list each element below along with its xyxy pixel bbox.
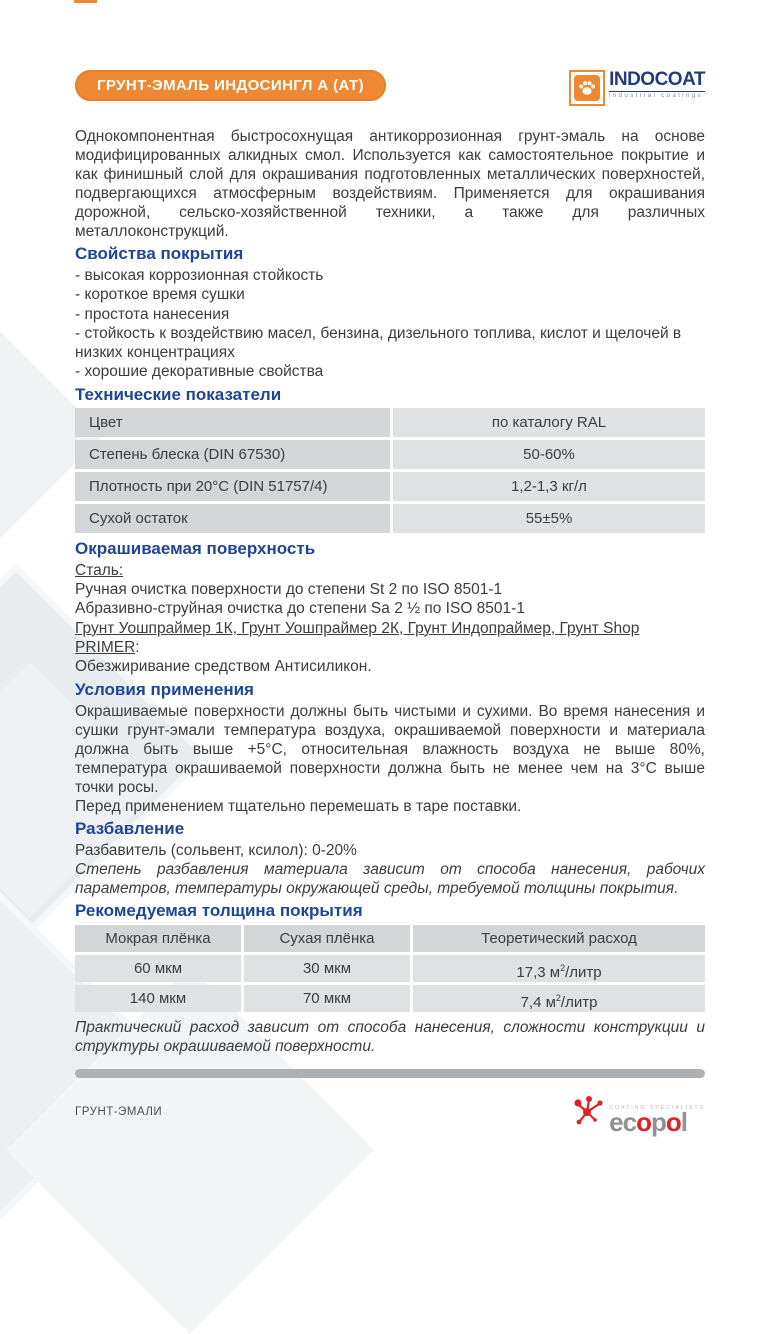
property-item: - короткое время сушки <box>75 286 245 304</box>
tech-value: 1,2-1,3 кг/л <box>393 472 705 501</box>
property-item: - простота нанесения <box>75 305 230 323</box>
surface-primers-colon: : <box>135 638 140 656</box>
thickness-header: Теоретический расход <box>413 925 705 952</box>
surface-line: Ручная очистка поверхности до степени St 2 по ISO 8501-1 <box>75 581 503 599</box>
top-accent-dash <box>74 0 97 3</box>
dry-film-value: 70 мкм <box>244 985 410 1012</box>
brand-name: INDOCOAT <box>609 69 705 90</box>
table-row <box>75 985 705 1012</box>
brand-tagline: industrial coatings <box>609 91 705 100</box>
surface-line: Абразивно-струйная очистка до степени Sa 2 ½ по ISO 8501-1 <box>75 600 525 618</box>
section-heading-surface: Окрашиваемая поверхность <box>75 538 316 558</box>
table-row <box>75 440 705 469</box>
dilution-line: Разбавитель (сольвент, ксилол): 0-20% <box>75 841 357 859</box>
property-item: - высокая коррозионная стойкость <box>75 267 324 284</box>
table-row <box>75 504 705 533</box>
table-row <box>75 955 705 982</box>
section-heading-properties: Свойства покрытия <box>75 244 244 263</box>
table-row <box>75 408 705 437</box>
thickness-header: Сухая плёнка <box>244 925 410 952</box>
table-row <box>75 472 705 501</box>
section-heading-thickness: Рекомедуемая толщина покрытия <box>75 901 363 921</box>
surface-primers: Грунт Уошпраймер 1К, Грунт Уошпраймер 2К, Грунт Индопраймер, Грунт Shop PRIMER <box>75 619 640 656</box>
tech-value: 50-60% <box>393 440 705 469</box>
section-heading-conditions: Условия применения <box>75 679 254 699</box>
section-heading-dilution: Разбавление <box>75 818 185 838</box>
tech-value: по каталогу RAL <box>393 408 705 437</box>
tech-label: Цвет <box>75 408 390 437</box>
tech-value: 55±5% <box>393 504 705 533</box>
tech-label: Сухой остаток <box>75 504 390 533</box>
product-title-badge: ГРУНТ-ЭМАЛЬ ИНДОСИНГЛ А (АТ) <box>75 70 386 101</box>
footer-divider-bar <box>75 1069 705 1078</box>
indocoat-logo <box>569 70 705 106</box>
footer-category-label: ГРУНТ-ЭМАЛИ <box>75 1106 163 1119</box>
property-item: - стойкость к воздействию масел, бензина, дизельного топлива, кислот и щелочей в низких концентрациях <box>75 324 682 362</box>
thickness-table <box>75 925 705 1012</box>
ecopol-logo <box>572 1094 705 1138</box>
surface-degrease: Обезжиривание средством Антисиликон. <box>75 658 372 676</box>
technical-table <box>75 408 705 533</box>
dilution-note: Степень разбавления материала зависит от способа нанесения, рабочих параметров, температуры окружающей среды, требуемой толщины покрытия. <box>75 861 705 898</box>
table-header-row <box>75 925 705 952</box>
dry-film-value: 30 мкм <box>244 955 410 982</box>
indocoat-paw-icon <box>569 70 605 106</box>
intro-paragraph: Однокомпонентная быстросохнущая антикоррозионная грунт-эмаль на основе модифицированных алкидных смол. Используется как самостоятельное покрытие и как финишный слой для окрашивания подготовленных металлических поверхностей, подвергающихся атмосферным воздействиям. Применяется для окрашивания дорожной, сельско-хозяйственной техники, а также для различных металлоконструкций. <box>75 128 705 240</box>
surface-steel-label: Сталь: <box>75 561 124 579</box>
section-heading-technical: Технические показатели <box>75 384 282 404</box>
footer <box>75 1094 705 1138</box>
ecopol-splat-icon <box>572 1094 606 1133</box>
header <box>75 70 705 106</box>
property-item: - хорошие декоративные свойства <box>75 363 324 381</box>
tech-label: Плотность при 20°C (DIN 51757/4) <box>75 472 390 501</box>
wet-film-value: 60 мкм <box>75 955 241 982</box>
tech-label: Степень блеска (DIN 67530) <box>75 440 390 469</box>
conditions-paragraph: Окрашиваемые поверхности должны быть чистыми и сухими. Во время нанесения и сушки грунт-эмали температура воздуха, окрашиваемой поверхности и материала должна быть выше +5°С, относительная влажность воздуха не выше 80%, температура окрашиваемой поверхности должна быть не менее чем на 3°С выше точки росы. <box>75 702 705 796</box>
ecopol-tagline: COATING SPECIALISTS <box>609 1104 705 1111</box>
footer-note: Практический расход зависит от способа нанесения, сложности конструкции и структуры окрашиваемой поверхности. <box>75 1019 705 1056</box>
consumption-value: 17,3 $м^2$/литр <box>413 955 705 982</box>
conditions-paragraph: Перед применением тщательно перемешать в таре поставки. <box>75 797 522 815</box>
consumption-value: 7,4 $м^2$/литр <box>413 985 705 1012</box>
thickness-header: Мокрая плёнка <box>75 925 241 952</box>
ecopol-wordmark: ecopol <box>609 1107 687 1138</box>
wet-film-value: 140 мкм <box>75 985 241 1012</box>
